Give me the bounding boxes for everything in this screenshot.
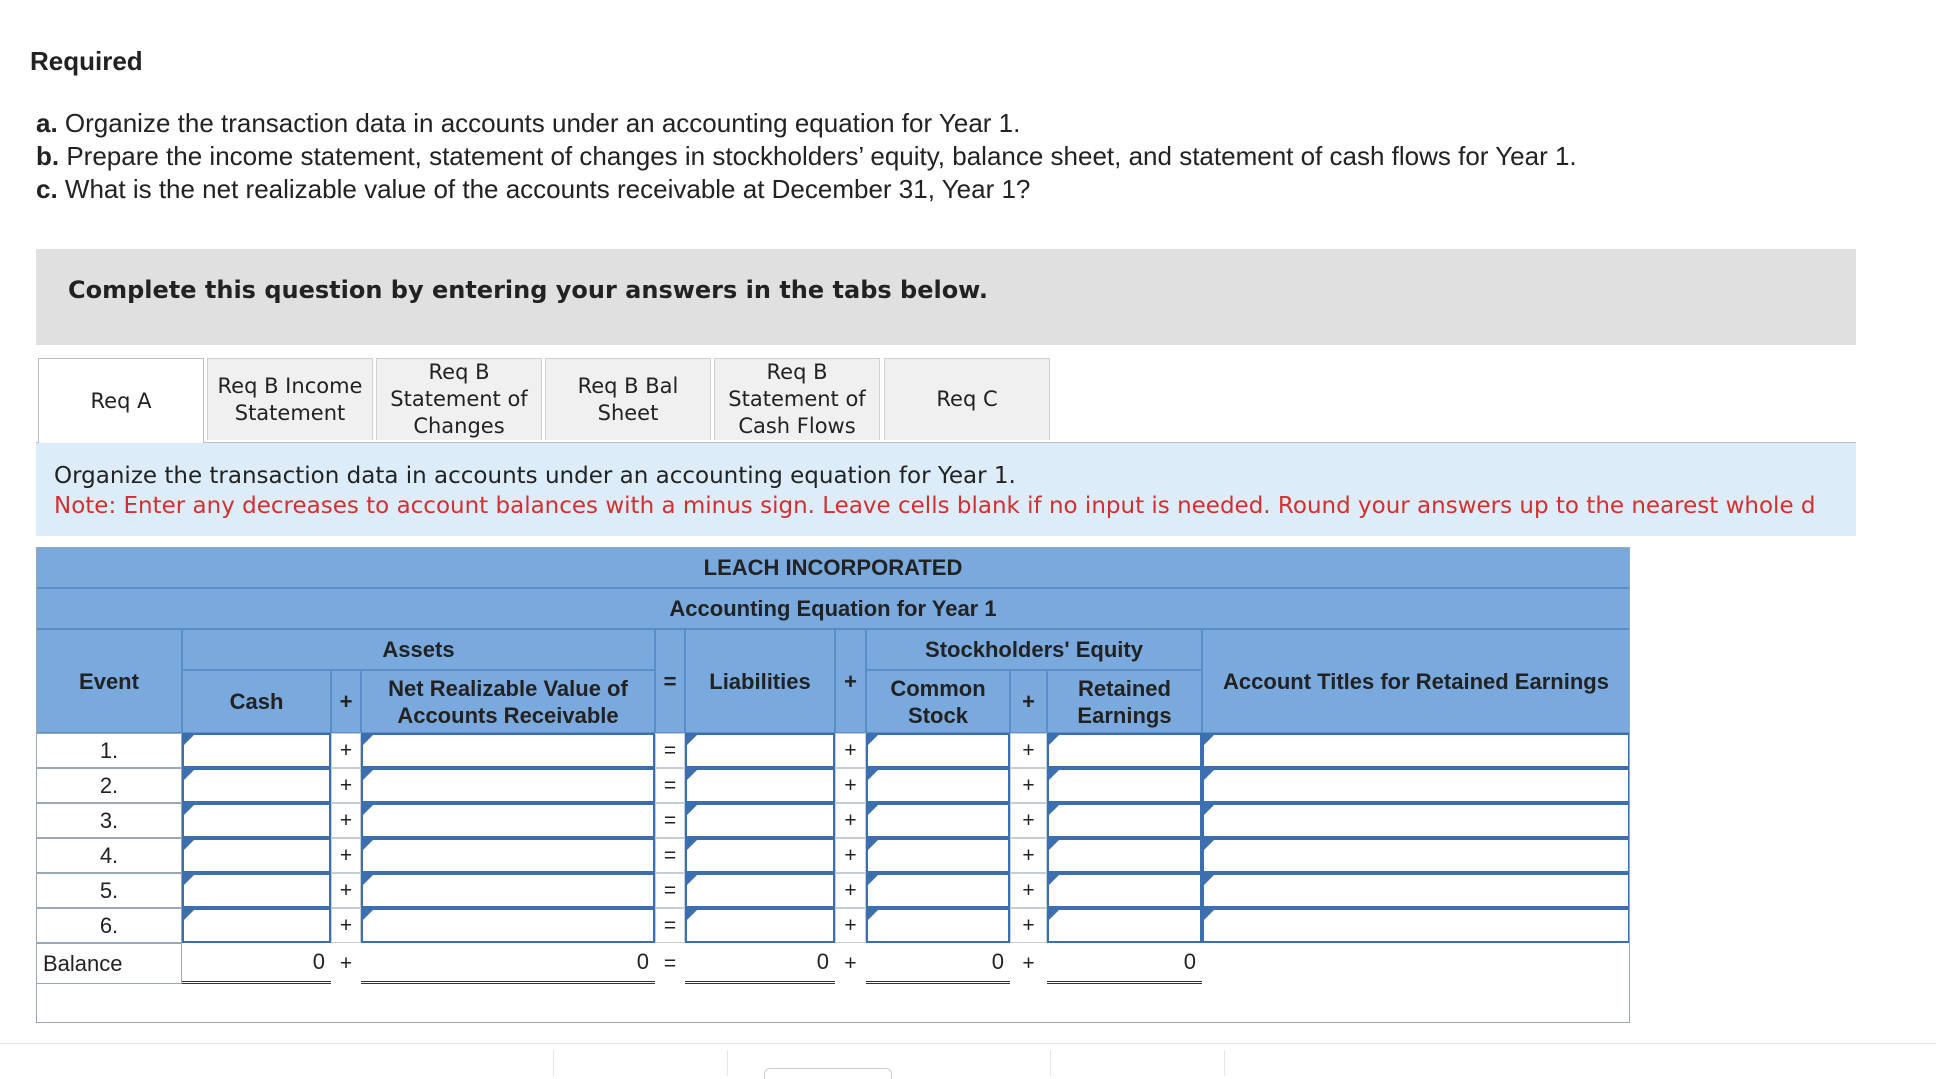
cash-header: Cash [182,670,331,733]
retained-earnings-input[interactable] [1047,803,1202,838]
retained-earnings-input[interactable] [1047,908,1202,943]
balance-plus-2: + [835,943,866,984]
event-label: 5. [36,873,182,908]
balance-plus-1: + [331,943,361,984]
event-label: 1. [36,733,182,768]
plus-header-3: + [1010,670,1047,733]
requirement-a: a. Organize the transaction data in accounts under an accounting equation for Year 1. [36,108,1021,138]
tab-req-b-statement-of-cash-flows[interactable]: Req B Statement of Cash Flows [714,358,880,440]
retained-earnings-input[interactable] [1047,838,1202,873]
requirement-b: b. Prepare the income statement, statement of changes in stockholders’ equity, balance sheet, and statement of cash flows for Year 1. [36,141,1577,171]
liabilities-input[interactable] [685,873,835,908]
requirement-c: c. What is the net realizable value of the accounts receivable at December 31, Year 1? [36,174,1031,204]
plus-sign: + [835,768,866,803]
event-label: 2. [36,768,182,803]
company-title: LEACH INCORPORATED [36,547,1630,588]
event-header: Event [36,629,182,733]
instruction-text: Organize the transaction data in accounts under an accounting equation for Year 1. [54,463,1016,489]
plus-sign: + [331,803,361,838]
instruction-note: Note: Enter any decreases to account balances with a minus sign. Leave cells blank if no input is needed. Round your answers up to the nearest whole d [54,493,1816,519]
cash-input[interactable] [182,873,331,908]
nrv-input[interactable] [361,838,655,873]
common-stock-input[interactable] [866,733,1010,768]
liabilities-input[interactable] [685,803,835,838]
plus-sign: + [835,838,866,873]
cash-input[interactable] [182,838,331,873]
plus-sign: + [331,768,361,803]
plus-sign: + [1010,873,1047,908]
event-label: 4. [36,838,182,873]
common-stock-input[interactable] [866,838,1010,873]
account-title-input[interactable] [1202,733,1630,768]
banner-text: Complete this question by entering your answers in the tabs below. [68,276,988,304]
assets-header: Assets [182,629,655,670]
retained-earnings-input[interactable] [1047,733,1202,768]
tab-req-b-income-statement[interactable]: Req B Income Statement [207,358,373,440]
link-icon[interactable] [764,1068,892,1079]
bottom-separator [1224,1050,1225,1076]
plus-sign: + [331,733,361,768]
instructions-panel [36,443,1856,536]
requirements-list [36,107,1577,206]
plus-header-1: + [331,670,361,733]
liabilities-input[interactable] [685,908,835,943]
retained-earnings-header: Retained Earnings [1047,670,1202,733]
equals-sign: = [655,768,685,803]
bottom-separator [727,1050,728,1076]
plus-sign: + [835,803,866,838]
liabilities-header: Liabilities [685,629,835,733]
equals-sign: = [655,873,685,908]
account-title-input[interactable] [1202,838,1630,873]
plus-sign: + [1010,768,1047,803]
instructions-banner [36,249,1856,345]
equals-sign: = [655,733,685,768]
table-subtitle: Accounting Equation for Year 1 [36,588,1630,629]
common-stock-input[interactable] [866,908,1010,943]
tab-req-a[interactable]: Req A [38,358,204,443]
account-title-input[interactable] [1202,908,1630,943]
equals-sign: = [655,803,685,838]
account-title-input[interactable] [1202,873,1630,908]
nrv-input[interactable] [361,733,655,768]
balance-nrv: 0 [361,943,655,984]
equals-sign: = [655,838,685,873]
common-stock-input[interactable] [866,873,1010,908]
common-stock-input[interactable] [866,803,1010,838]
plus-header-2: + [835,629,866,733]
event-label: 6. [36,908,182,943]
plus-sign: + [1010,733,1047,768]
liabilities-input[interactable] [685,838,835,873]
plus-sign: + [1010,838,1047,873]
retained-earnings-input[interactable] [1047,768,1202,803]
plus-sign: + [1010,908,1047,943]
plus-sign: + [835,733,866,768]
plus-sign: + [835,873,866,908]
plus-sign: + [331,908,361,943]
balance-plus-3: + [1010,943,1047,984]
cash-input[interactable] [182,733,331,768]
common-stock-input[interactable] [866,768,1010,803]
liabilities-input[interactable] [685,768,835,803]
tab-req-b-bal-sheet[interactable]: Req B Bal Sheet [545,358,711,440]
balance-equals: = [655,943,685,984]
cash-input[interactable] [182,908,331,943]
plus-sign: + [1010,803,1047,838]
tab-req-c[interactable]: Req C [884,358,1050,440]
account-titles-header: Account Titles for Retained Earnings [1202,629,1630,733]
common-stock-header: Common Stock [866,670,1010,733]
balance-retained-earnings: 0 [1047,943,1202,984]
nrv-input[interactable] [361,768,655,803]
bottom-separator [553,1050,554,1076]
stockholders-equity-header: Stockholders' Equity [866,629,1202,670]
nrv-input[interactable] [361,908,655,943]
account-title-input[interactable] [1202,768,1630,803]
cash-input[interactable] [182,803,331,838]
equals-header: = [655,629,685,733]
equals-sign: = [655,908,685,943]
liabilities-input[interactable] [685,733,835,768]
tab-req-b-statement-of-changes[interactable]: Req B Statement of Changes [376,358,542,440]
plus-sign: + [331,838,361,873]
balance-common-stock: 0 [866,943,1010,984]
bottom-divider [0,1043,1936,1044]
nrv-header: Net Realizable Value of Accounts Receivable [361,670,655,733]
bottom-separator [1050,1050,1051,1076]
balance-cash: 0 [182,943,331,984]
plus-sign: + [835,908,866,943]
balance-label: Balance [36,943,182,984]
event-label: 3. [36,803,182,838]
cash-input[interactable] [182,768,331,803]
balance-liabilities: 0 [685,943,835,984]
account-title-input[interactable] [1202,803,1630,838]
nrv-input[interactable] [361,873,655,908]
plus-sign: + [331,873,361,908]
required-heading: Required [30,46,143,76]
nrv-input[interactable] [361,803,655,838]
retained-earnings-input[interactable] [1047,873,1202,908]
accounting-equation-table [36,547,1630,1023]
